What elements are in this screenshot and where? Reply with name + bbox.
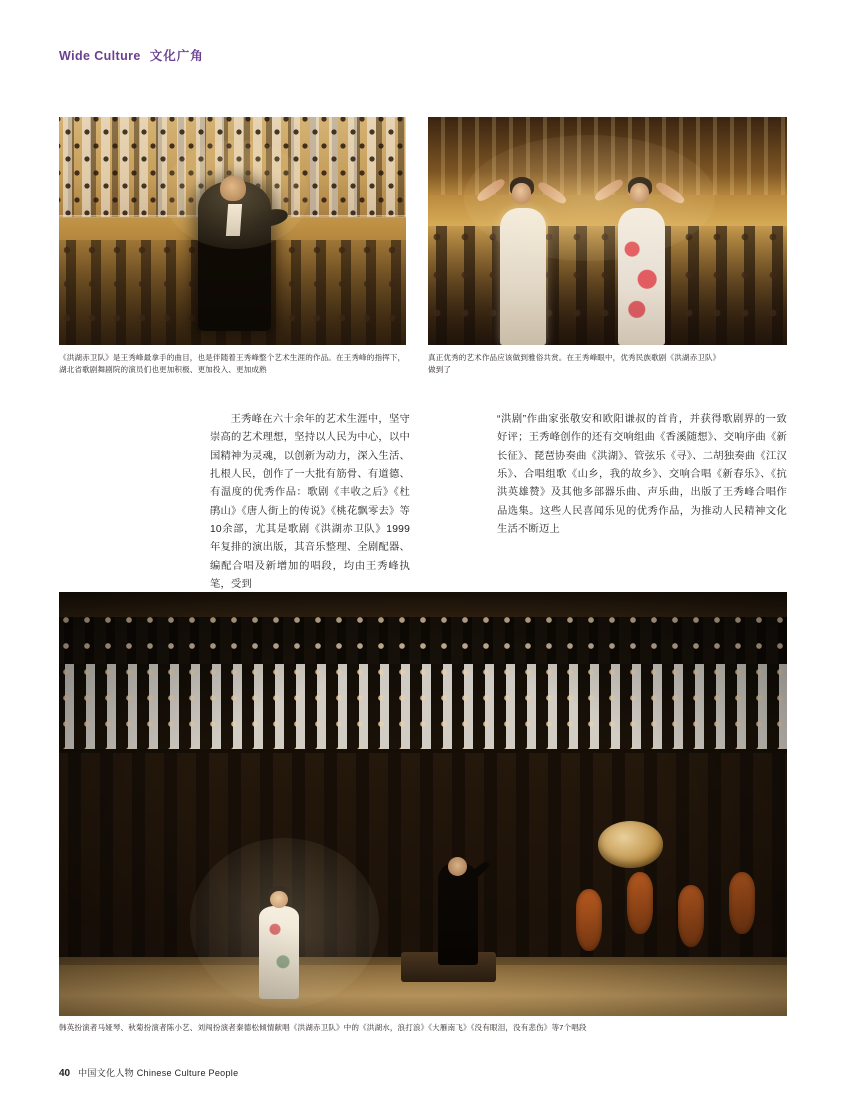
photo-caption-left: 《洪湖赤卫队》是王秀峰最拿手的曲目，也是伴随着王秀峰整个艺术生涯的作品。在王秀峰的指挥下，湖北省歌剧舞剧院的演员们也更加积极、更加投入、更加成熟 — [59, 353, 406, 375]
acoustic-panel — [428, 117, 787, 195]
soprano-left-face — [512, 183, 531, 204]
publication-name: 中国文化人物 Chinese Culture People — [78, 1068, 239, 1078]
photo-conductor-baritone — [59, 117, 406, 345]
soprano-right-dress — [618, 208, 665, 345]
photo-caption-right: 真正优秀的艺术作品应该做到雅俗共赏。在王秀峰眼中，优秀民族歌剧《洪湖赤卫队》做到了 — [428, 353, 721, 375]
page-header — [59, 46, 204, 64]
body-column-left — [210, 411, 410, 594]
section-title-en: Wide Culture — [59, 49, 141, 63]
baritone-shirt — [226, 204, 242, 236]
page-footer — [59, 1066, 238, 1079]
soprano-right-face — [630, 183, 649, 204]
photo-two-sopranos — [428, 117, 787, 345]
orchestra-heads — [428, 226, 787, 331]
photo-full-stage-chorus — [59, 592, 787, 1016]
page-number: 40 — [59, 1068, 71, 1079]
soprano-left-dress — [500, 208, 547, 345]
section-title-cn: 文化广角 — [149, 49, 204, 63]
body-paragraph-right: “洪剧”作曲家张敬安和欧阳谦叔的首肯，并获得歌剧界的一致好评；王秀峰创作的还有交响组曲《香溪随想》、交响序曲《新长征》、琵琶协奏曲《洪湖》、管弦乐《寻》、二胡独奏曲《江汉乐》、合唱组歌《山乡，我的故乡》、交响合唱《新春乐》、《抗洪英雄赞》及其他多部器乐曲、声乐曲，出版了王秀峰合唱作品选集。这些人民喜闻乐见的优秀作品，为推动人民精神文化生活不断迈上 — [497, 414, 787, 535]
body-paragraph-left: 王秀峰在六十余年的艺术生涯中，坚守崇高的艺术理想，坚持以人民为中心，以中国精神为灵魂，以创新为动力，深入生活、扎根人民，创作了一大批有筋骨、有道德、有温度的优秀作品：歌剧《丰收之后》《杜鹃山》《唐人街上的传说》《桃花飘零去》等10余部，尤其是歌剧《洪湖赤卫队》1999年复排的演出版，其音乐整理、全剧配器、编配合唱及新增加的唱段，均由王秀峰执笔，受到 — [210, 414, 410, 590]
body-column-right — [497, 411, 787, 539]
baritone-face — [220, 176, 246, 201]
photo-vignette — [59, 592, 787, 1016]
photo-caption-bottom: 韩英扮演者马娅琴、秋菊扮演者陈小艺、刘闯扮演者秦德松倾情献唱《洪湖赤卫队》中的《洪湖水，浪打浪》《大雁南飞》《没有眼泪，没有悲伤》等7个唱段 — [59, 1023, 587, 1032]
